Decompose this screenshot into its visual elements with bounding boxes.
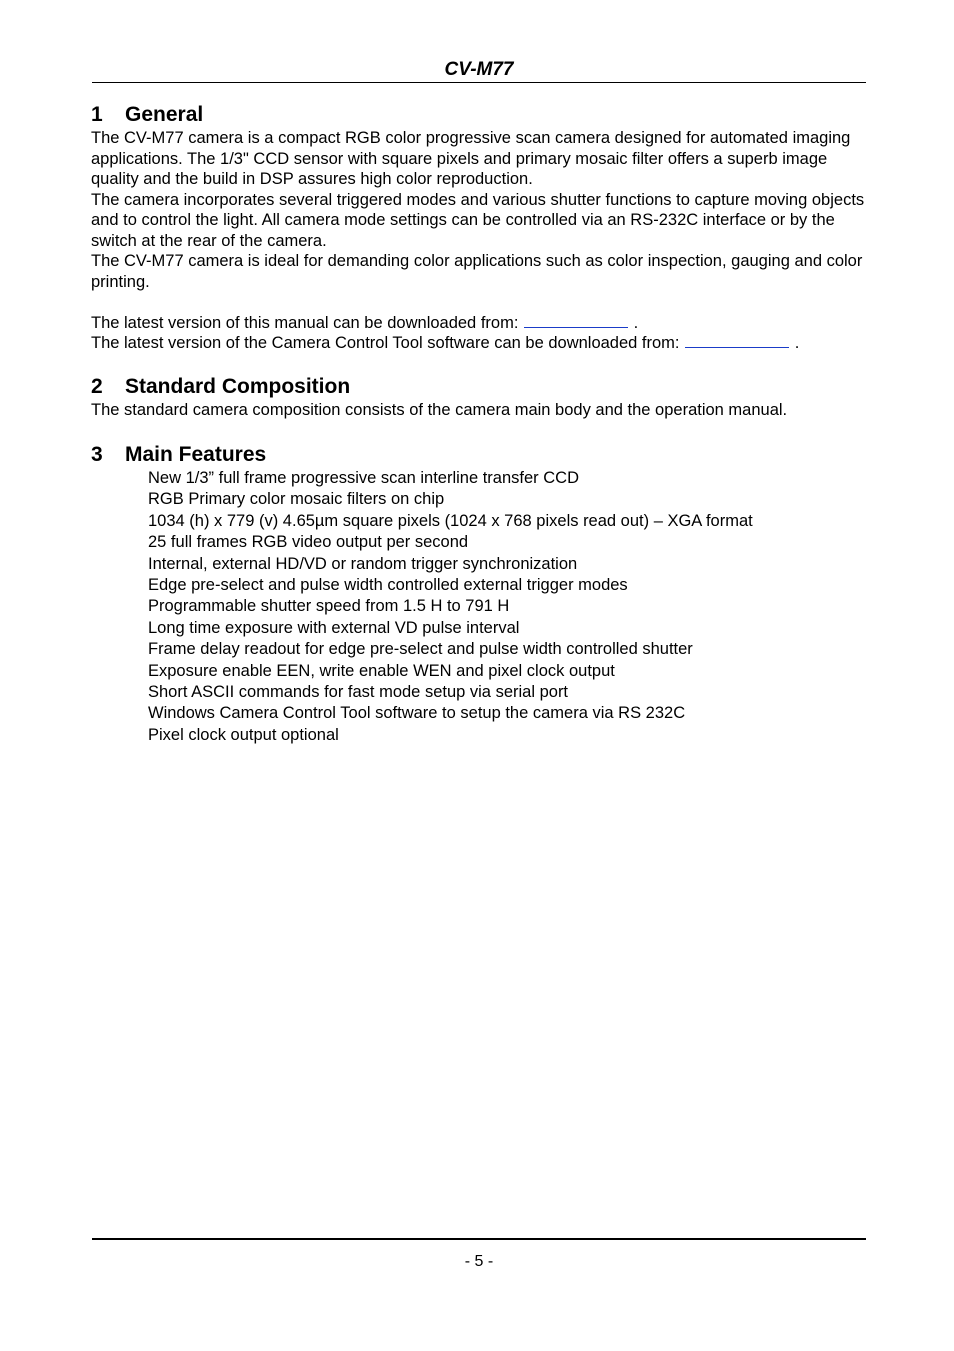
section-number: 3: [91, 443, 103, 466]
feature-item: 1034 (h) x 779 (v) 4.65µm square pixels (1024 x 768 pixels read out) – XGA format: [148, 511, 753, 530]
section-title: Standard Composition: [125, 374, 351, 398]
section-general: [91, 102, 866, 354]
feature-item: Exposure enable EEN, write enable WEN and pixel clock output: [148, 661, 615, 680]
page-number: - 5 -: [464, 1253, 494, 1270]
general-paragraph: The camera incorporates several triggered modes and various shutter functions to capture moving objects and to control the light. All camera mode settings can be controlled via an RS-232C interface or by the switch at the rear of the camera.: [91, 190, 865, 250]
feature-item: Pixel clock output optional: [148, 725, 339, 744]
feature-item: Windows Camera Control Tool software to setup the camera via RS 232C: [148, 704, 686, 723]
page-footer: [92, 1238, 866, 1272]
page-header: [92, 58, 866, 83]
manual-download-line: [91, 313, 866, 334]
feature-item: Short ASCII commands for fast mode setup via serial port: [148, 683, 569, 702]
section-number: 2: [91, 374, 103, 398]
composition-paragraph: The standard camera composition consists of the camera main body and the operation manual.: [91, 400, 788, 419]
manual-download-text: The latest version of this manual can be downloaded from:: [91, 313, 519, 332]
section-main-features: [91, 442, 866, 746]
section-title: General: [125, 103, 204, 126]
software-download-text: The latest version of the Camera Control Tool software can be downloaded from:: [91, 334, 680, 352]
section-features-heading: [91, 442, 866, 468]
feature-item: New 1/3” full frame progressive scan interline transfer CCD: [148, 469, 579, 487]
manual-download-period: .: [633, 313, 639, 332]
software-download-link[interactable]: [685, 333, 789, 348]
general-paragraph: The CV-M77 camera is ideal for demanding color applications such as color inspection, gauging and color printing.: [91, 252, 863, 291]
page-content: [91, 102, 866, 746]
section-number: 1: [91, 103, 103, 126]
section-composition-heading: [91, 374, 866, 400]
software-download-line: [91, 333, 866, 354]
software-download-period: .: [794, 334, 800, 352]
feature-item: Programmable shutter speed from 1.5 H to 791 H: [148, 597, 510, 616]
header-model-title: CV-M77: [444, 59, 514, 80]
section-standard-composition: [91, 374, 866, 421]
feature-item: RGB Primary color mosaic filters on chip: [148, 490, 445, 509]
feature-item: Frame delay readout for edge pre-select and pulse width controlled shutter: [148, 640, 693, 659]
section-general-heading: [91, 102, 866, 128]
paragraph-spacer: [91, 292, 866, 313]
feature-item: 25 full frames RGB video output per second: [148, 533, 469, 552]
features-list: [91, 468, 866, 746]
feature-item: Long time exposure with external VD pulse interval: [148, 618, 520, 637]
general-paragraph: The CV-M77 camera is a compact RGB color progressive scan camera designed for automated imaging applications. The 1/3" CCD sensor with square pixels and primary mosaic filter offers a superb image quality and the build in DSP assures high color reproduction.: [91, 129, 851, 188]
section-title: Main Features: [125, 443, 267, 466]
feature-item: Internal, external HD/VD or random trigger synchronization: [148, 554, 578, 573]
manual-download-link[interactable]: [524, 313, 628, 328]
feature-item: Edge pre-select and pulse width controlled external trigger modes: [148, 576, 628, 595]
